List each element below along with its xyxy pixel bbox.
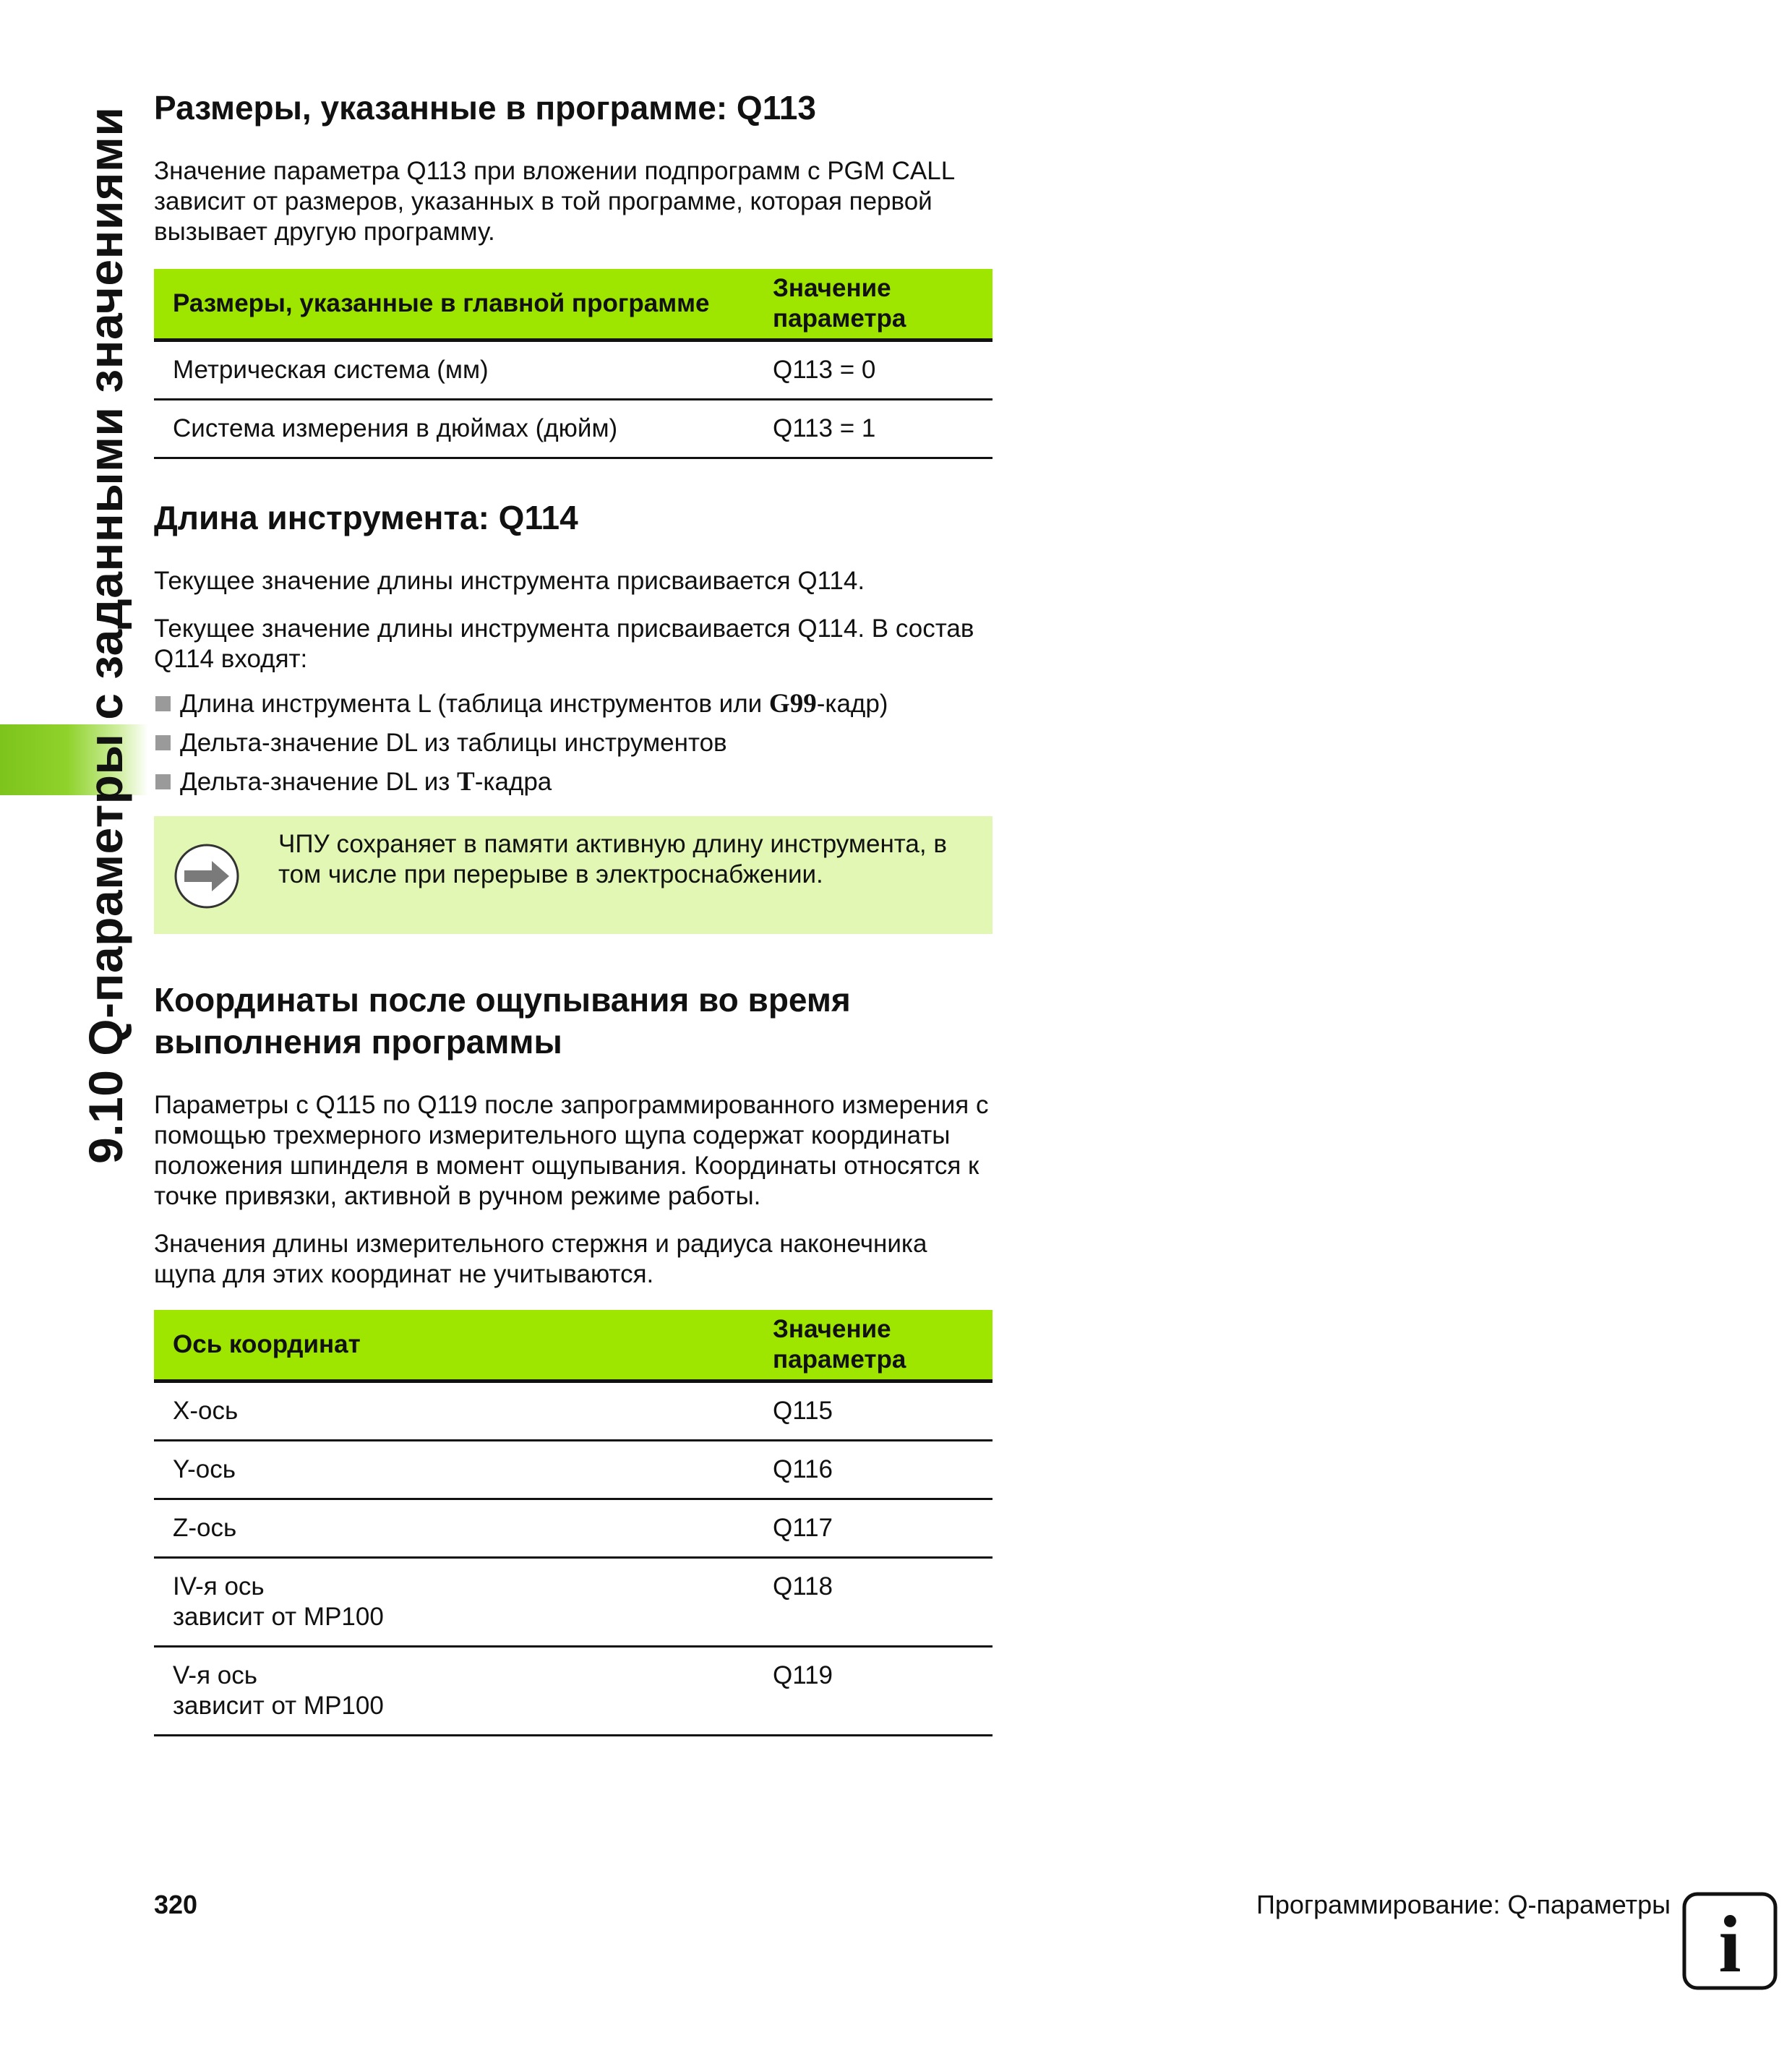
table-cell: Q113 = 0: [754, 340, 993, 400]
section-heading: Координаты после ощупывания во время выполнения программы: [154, 981, 851, 1061]
table-cell: Система измерения в дюймах (дюйм): [154, 400, 754, 458]
table-header-cell: Ось координат: [154, 1310, 754, 1381]
table-header-cell: Размеры, указанные в главной программе: [154, 269, 754, 340]
chapter-title-text: 9.10 Q-параметры с заданными значениями: [79, 106, 132, 1164]
list-item: Дельта-значение DL из T-кадра: [154, 763, 993, 802]
table-header-cell: Значение параметра: [754, 269, 993, 340]
code-text: T: [457, 767, 475, 797]
note-text: ЧПУ сохраняет в памяти активную длину инструмента, в том числе при перерыве в электроснабжении.: [278, 830, 947, 888]
table-row: [154, 1558, 993, 1647]
table-header-cell: Значение параметра: [754, 1310, 993, 1381]
section-paragraph: Текущее значение длины инструмента присваивается Q114.: [154, 567, 865, 595]
table-cell: Метрическая система (мм): [154, 340, 754, 400]
table-cell: IV-я ось зависит от MP100: [154, 1558, 754, 1647]
main-content: [154, 87, 993, 1736]
axes-table: [154, 1310, 993, 1736]
section-paragraph: Значения длины измерительного стержня и радиуса наконечника щупа для этих координат не учитываются.: [154, 1230, 927, 1288]
footer-chapter-title: Программирование: Q-параметры: [1256, 1890, 1671, 1919]
list-item: Длина инструмента L (таблица инструментов или G99-кадр): [154, 685, 993, 724]
table-cell: Q116: [754, 1441, 993, 1499]
info-icon: [1682, 1892, 1778, 1990]
table-cell: V-я ось зависит от MP100: [154, 1647, 754, 1736]
bullet-square-icon: [155, 696, 171, 711]
table-row: [154, 400, 993, 458]
section-heading: Длина инструмента: Q114: [154, 499, 578, 536]
list-item: Дельта-значение DL из таблицы инструментов: [154, 724, 993, 763]
section-q114: [154, 497, 993, 934]
code-text: G99: [768, 689, 817, 719]
table-cell: Q117: [754, 1499, 993, 1558]
bullet-square-icon: [155, 774, 171, 789]
table-row: [154, 1381, 993, 1441]
section-paragraph: Значение параметра Q113 при вложении подпрограмм с PGM CALL зависит от размеров, указанных в той программе, которая первой вызывает другую программу.: [154, 157, 954, 246]
units-table: [154, 269, 993, 459]
note-box: [154, 816, 993, 934]
section-q113: [154, 87, 993, 459]
table-cell: Q118: [754, 1558, 993, 1647]
table-cell: X-ось: [154, 1381, 754, 1441]
section-heading: Размеры, указанные в программе: Q113: [154, 89, 816, 127]
table-header-row: [154, 1310, 993, 1381]
section-paragraph: Текущее значение длины инструмента присваивается Q114. В состав Q114 входят:: [154, 614, 974, 673]
table-cell: Z-ось: [154, 1499, 754, 1558]
page-number: 320: [154, 1890, 198, 1919]
table-row: [154, 1499, 993, 1558]
table-cell: Q113 = 1: [754, 400, 993, 458]
table-row: [154, 1441, 993, 1499]
bullet-list: [154, 685, 993, 802]
table-cell: Q119: [754, 1647, 993, 1736]
table-cell: Y-ось: [154, 1441, 754, 1499]
table-row: [154, 340, 993, 400]
table-header-row: [154, 269, 993, 340]
chapter-side-title: [0, 0, 145, 1171]
info-glyph: i: [1718, 1900, 1741, 1989]
bullet-square-icon: [155, 735, 171, 750]
table-row: [154, 1647, 993, 1736]
arrow-right-icon: [174, 844, 239, 909]
section-probing-coordinates: [154, 979, 993, 1736]
section-paragraph: Параметры с Q115 по Q119 после запрограммированного измерения с помощью трехмерного измерительного щупа содержат координаты положения шпинделя в момент ощупывания. Координаты относятся к точке привязки, активной в ручном режиме работы.: [154, 1091, 989, 1210]
table-cell: Q115: [754, 1381, 993, 1441]
